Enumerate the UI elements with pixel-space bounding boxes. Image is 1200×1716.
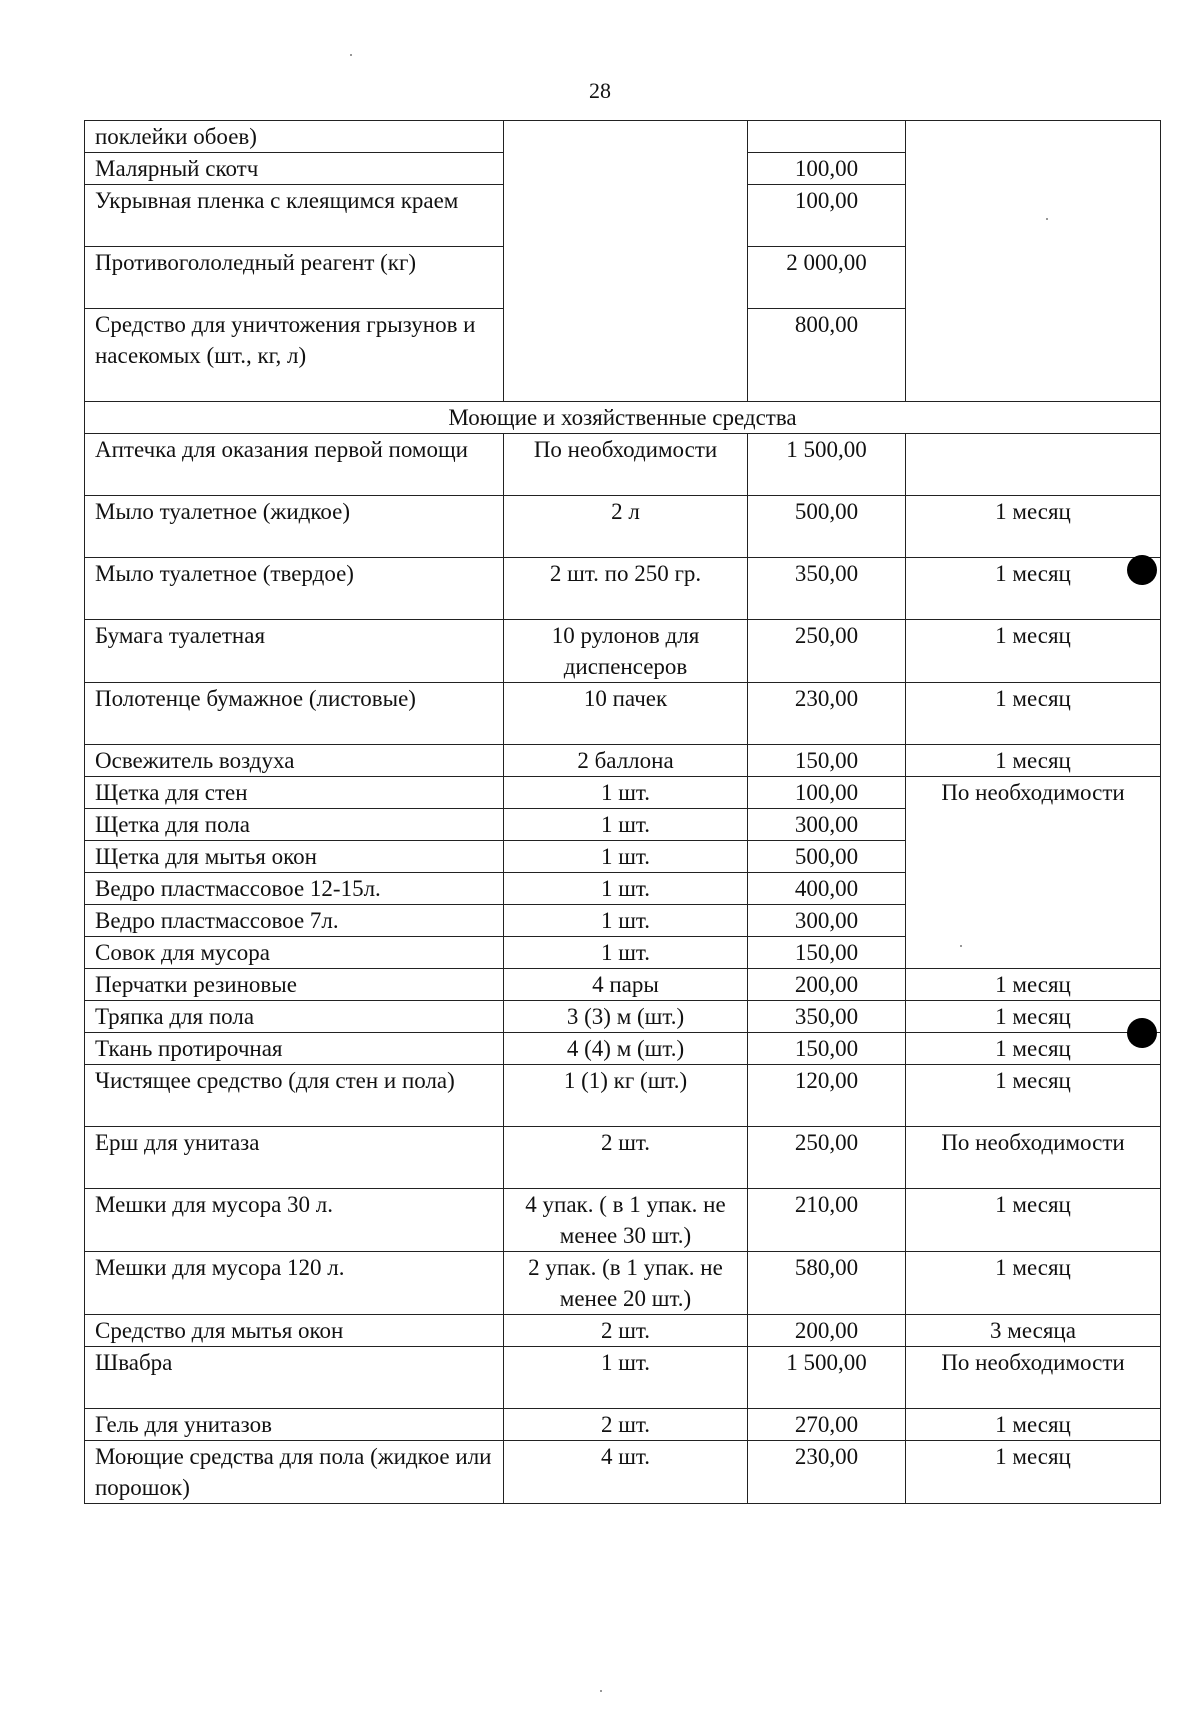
- item-price: 1 500,00: [748, 1347, 906, 1409]
- scan-speck: [960, 945, 962, 947]
- table-row: [85, 745, 1161, 777]
- item-qty: 1 шт.: [504, 1347, 748, 1409]
- item-price: 300,00: [748, 809, 906, 841]
- item-period: 1 месяц: [906, 745, 1161, 777]
- item-price: 270,00: [748, 1409, 906, 1441]
- scan-speck: [350, 54, 352, 56]
- item-period: 1 месяц: [906, 1189, 1161, 1252]
- item-period: 1 месяц: [906, 1001, 1161, 1033]
- item-name: Гель для унитазов: [85, 1409, 504, 1441]
- table-row: [85, 1033, 1161, 1065]
- qty-cell-empty: [504, 121, 748, 402]
- item-price: 580,00: [748, 1252, 906, 1315]
- item-price: 250,00: [748, 620, 906, 683]
- scan-dot-mark: [1127, 1018, 1157, 1048]
- item-name: Укрывная пленка с клеящимся краем: [85, 185, 504, 247]
- table-row: [85, 1347, 1161, 1409]
- item-qty: 2 баллона: [504, 745, 748, 777]
- item-price: 800,00: [748, 309, 906, 402]
- table-row: [85, 434, 1161, 496]
- item-name: Мыло туалетное (твердое): [85, 558, 504, 620]
- table-row: [85, 1065, 1161, 1127]
- item-period: По необходимости: [906, 1127, 1161, 1189]
- supplies-table-body: [85, 121, 1161, 1504]
- item-name: Средство для мытья окон: [85, 1315, 504, 1347]
- item-price: 300,00: [748, 905, 906, 937]
- item-qty: 2 шт.: [504, 1127, 748, 1189]
- item-price: 400,00: [748, 873, 906, 905]
- item-period: 1 месяц: [906, 969, 1161, 1001]
- item-period: 1 месяц: [906, 558, 1161, 620]
- item-price: 230,00: [748, 683, 906, 745]
- page-number: 28: [589, 78, 611, 103]
- item-name: Противогололедный реагент (кг): [85, 247, 504, 309]
- item-name: Аптечка для оказания первой помощи: [85, 434, 504, 496]
- item-qty: 2 шт.: [504, 1315, 748, 1347]
- item-name: поклейки обоев): [85, 121, 504, 153]
- item-price: 100,00: [748, 777, 906, 809]
- item-name: Швабра: [85, 1347, 504, 1409]
- item-name: Малярный скотч: [85, 153, 504, 185]
- item-name: Щетка для пола: [85, 809, 504, 841]
- item-price: 100,00: [748, 185, 906, 247]
- item-name: Средство для уничтожения грызунов и насекомых (шт., кг, л): [85, 309, 504, 402]
- item-period: 1 месяц: [906, 1065, 1161, 1127]
- item-qty: 10 рулонов для диспенсеров: [504, 620, 748, 683]
- table-row: [85, 1001, 1161, 1033]
- item-name: Мешки для мусора 120 л.: [85, 1252, 504, 1315]
- item-name: Бумага туалетная: [85, 620, 504, 683]
- item-qty: 2 шт.: [504, 1409, 748, 1441]
- item-qty: 1 шт.: [504, 905, 748, 937]
- item-name: Тряпка для пола: [85, 1001, 504, 1033]
- item-name: Щетка для стен: [85, 777, 504, 809]
- item-period: 1 месяц: [906, 1441, 1161, 1504]
- item-price: 500,00: [748, 841, 906, 873]
- item-price: 100,00: [748, 153, 906, 185]
- item-period: По необходимости: [906, 1347, 1161, 1409]
- item-period: 1 месяц: [906, 620, 1161, 683]
- item-qty: 4 упак. ( в 1 упак. не менее 30 шт.): [504, 1189, 748, 1252]
- table-row: [85, 620, 1161, 683]
- item-name: Полотенце бумажное (листовые): [85, 683, 504, 745]
- item-name: Ткань протирочная: [85, 1033, 504, 1065]
- item-qty: 4 пары: [504, 969, 748, 1001]
- table-row: [85, 683, 1161, 745]
- item-name: Перчатки резиновые: [85, 969, 504, 1001]
- item-price: 150,00: [748, 1033, 906, 1065]
- scan-speck: [1046, 218, 1048, 220]
- item-price: 350,00: [748, 1001, 906, 1033]
- item-name: Ведро пластмассовое 7л.: [85, 905, 504, 937]
- table-row: [85, 1315, 1161, 1347]
- item-qty: 4 (4) м (шт.): [504, 1033, 748, 1065]
- item-name: Ерш для унитаза: [85, 1127, 504, 1189]
- item-price: 200,00: [748, 1315, 906, 1347]
- item-name: Чистящее средство (для стен и пола): [85, 1065, 504, 1127]
- item-name: Совок для мусора: [85, 937, 504, 969]
- item-qty: По необходимости: [504, 434, 748, 496]
- item-period: 1 месяц: [906, 496, 1161, 558]
- table-row: [85, 1127, 1161, 1189]
- item-qty: 3 (3) м (шт.): [504, 1001, 748, 1033]
- supplies-table: [84, 120, 1161, 1504]
- item-price: 200,00: [748, 969, 906, 1001]
- table-row: [85, 969, 1161, 1001]
- table-row: [85, 1409, 1161, 1441]
- item-qty: 2 л: [504, 496, 748, 558]
- item-name: Освежитель воздуха: [85, 745, 504, 777]
- section-header-row: [85, 402, 1161, 434]
- item-period: По необходимости: [906, 777, 1161, 969]
- item-price: 150,00: [748, 937, 906, 969]
- table-row: [85, 121, 1161, 153]
- item-period: 1 месяц: [906, 683, 1161, 745]
- item-qty: 1 шт.: [504, 809, 748, 841]
- item-qty: 1 шт.: [504, 777, 748, 809]
- item-qty: 1 шт.: [504, 873, 748, 905]
- item-name: Ведро пластмассовое 12-15л.: [85, 873, 504, 905]
- item-price: 500,00: [748, 496, 906, 558]
- scan-speck: [600, 1690, 602, 1692]
- item-price: 250,00: [748, 1127, 906, 1189]
- item-price: [748, 121, 906, 153]
- item-qty: 4 шт.: [504, 1441, 748, 1504]
- item-qty: 10 пачек: [504, 683, 748, 745]
- item-price: 150,00: [748, 745, 906, 777]
- table-row: [85, 496, 1161, 558]
- item-name: Моющие средства для пола (жидкое или порошок): [85, 1441, 504, 1504]
- item-qty: 1 шт.: [504, 937, 748, 969]
- item-price: 2 000,00: [748, 247, 906, 309]
- period-cell-empty: [906, 121, 1161, 402]
- scan-dot-mark: [1127, 555, 1157, 585]
- section-title: Моющие и хозяйственные средства: [85, 402, 1161, 434]
- table-row: [85, 558, 1161, 620]
- table-row: [85, 1441, 1161, 1504]
- item-qty: 2 упак. (в 1 упак. не менее 20 шт.): [504, 1252, 748, 1315]
- item-price: 120,00: [748, 1065, 906, 1127]
- item-name: Мыло туалетное (жидкое): [85, 496, 504, 558]
- item-period: 1 месяц: [906, 1409, 1161, 1441]
- item-name: Щетка для мытья окон: [85, 841, 504, 873]
- table-row: [85, 777, 1161, 809]
- item-price: 350,00: [748, 558, 906, 620]
- item-name: Мешки для мусора 30 л.: [85, 1189, 504, 1252]
- table-row: [85, 1189, 1161, 1252]
- item-price: 230,00: [748, 1441, 906, 1504]
- item-price: 1 500,00: [748, 434, 906, 496]
- item-qty: 2 шт. по 250 гр.: [504, 558, 748, 620]
- table-row: [85, 1252, 1161, 1315]
- item-qty: 1 (1) кг (шт.): [504, 1065, 748, 1127]
- item-period: [906, 434, 1161, 496]
- item-period: 1 месяц: [906, 1033, 1161, 1065]
- item-price: 210,00: [748, 1189, 906, 1252]
- item-period: 1 месяц: [906, 1252, 1161, 1315]
- item-period: 3 месяца: [906, 1315, 1161, 1347]
- item-qty: 1 шт.: [504, 841, 748, 873]
